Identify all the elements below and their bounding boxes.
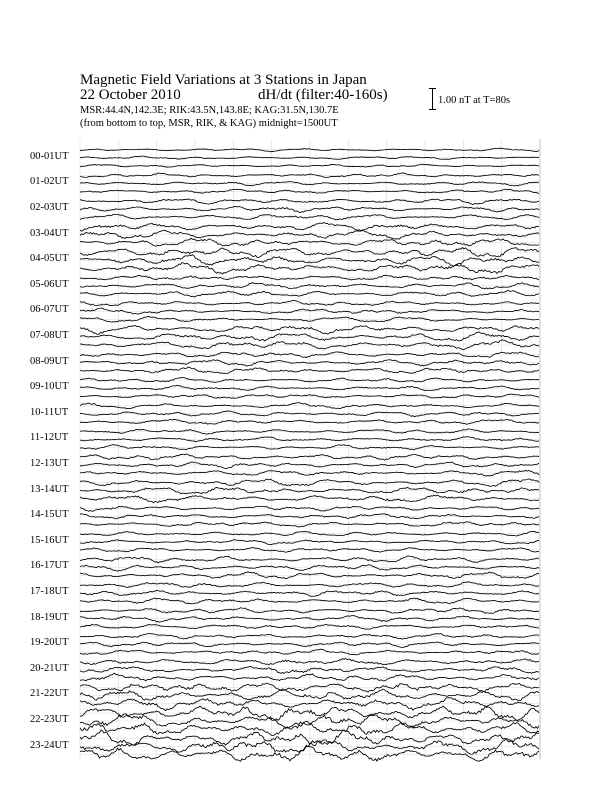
station-trace [80,332,539,341]
station-trace [80,437,539,442]
station-trace [80,340,539,349]
station-trace [80,506,539,511]
scale-label: 1.00 nT at T=80s [438,95,511,106]
station-trace [80,164,539,167]
row-label: 10-11UT [30,406,69,418]
station-trace [80,689,539,700]
row-label: 03-04UT [30,227,69,239]
station-trace [80,377,539,382]
station-trace [80,173,539,177]
station-trace [80,300,539,305]
station-trace [80,360,539,366]
row-label: 16-17UT [30,560,69,572]
row-label: 22-23UT [30,714,69,725]
row-label: 20-21UT [30,662,69,674]
station-trace [80,248,539,258]
station-trace [80,745,539,761]
station-trace [80,522,539,527]
row-label: 17-18UT [30,586,69,597]
station-trace [80,326,539,335]
filter-label: dH/dt (filter:40-160s) [258,87,388,103]
row-label: 14-15UT [30,509,69,521]
row-label: 01-02UT [30,176,69,188]
station-trace [80,308,539,314]
station-trace [80,673,539,681]
station-trace [80,445,539,450]
row-label: 06-07UT [30,304,69,316]
station-trace [80,238,539,246]
row-label: 12-13UT [30,458,69,469]
station-trace [80,565,539,571]
station-trace [80,385,539,390]
row-label: 07-08UT [30,330,69,341]
row-label: 00-01UT [30,150,69,162]
station-order-note: (from bottom to top, MSR, RIK, & KAG) midnight=1500UT [80,118,338,129]
station-trace [80,642,539,647]
row-label: 09-10UT [30,381,69,393]
station-trace [80,591,539,597]
row-label: 21-22UT [30,688,69,700]
station-trace [80,730,539,746]
station-trace [80,462,539,468]
grid [80,139,540,759]
chart-title: Magnetic Field Variations at 3 Stations in Japan [80,72,367,88]
row-label: 02-03UT [30,202,69,213]
row-label: 13-14UT [30,483,69,495]
row-label: 15-16UT [30,534,69,546]
station-trace [80,206,539,212]
row-label: 18-19UT [30,611,69,623]
station-trace [80,540,539,545]
row-label: 04-05UT [30,253,69,265]
row-label: 11-12UT [30,432,69,444]
station-trace [80,182,539,186]
row-label: 05-06UT [30,278,69,290]
row-label: 08-09UT [30,355,69,367]
row-label: 23-24UT [30,739,69,751]
date-label: 22 October 2010 [80,87,181,103]
station-trace [80,624,539,629]
station-trace [80,616,539,623]
station-trace [80,683,539,692]
station-trace [80,572,539,579]
row-label: 19-20UT [30,637,69,649]
station-trace [80,255,539,267]
station-trace [80,495,539,503]
station-trace [80,582,539,588]
station-trace [80,223,539,232]
station-trace [80,199,539,205]
station-trace [80,721,539,735]
station-coordinates: MSR:44.4N,142.3E; RIK:43.5N,143.8E; KAG:31.5N,130.7E [80,105,339,116]
